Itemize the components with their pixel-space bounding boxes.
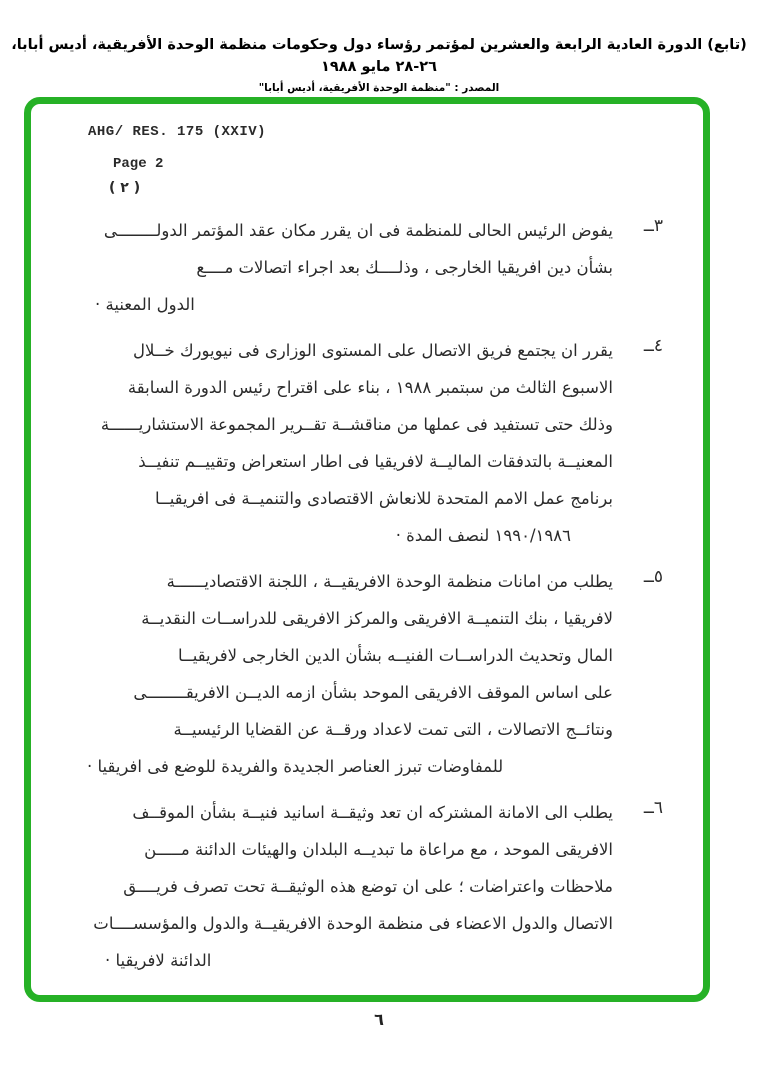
text-line: وذلك حتى تستفيد فى عملها من مناقشــة تقــرير المجموعة الاستشاريــــــة bbox=[100, 415, 613, 434]
document-frame bbox=[24, 97, 710, 1002]
page-header bbox=[8, 34, 750, 94]
text-line: ١٩٩٠/١٩٨٦ لنصف المدة · bbox=[395, 526, 571, 545]
text-line: الاتصال والدول الاعضاء فى منظمة الوحدة الافريقيــة والدول والمؤسســــات bbox=[93, 914, 613, 933]
paragraph-6-number: ٦ــ bbox=[643, 798, 663, 818]
paragraph-6-text bbox=[65, 794, 613, 979]
paragraph-5-number: ٥ــ bbox=[643, 567, 663, 587]
paragraph-3 bbox=[65, 212, 663, 323]
text-line: بشأن دين افريقيا الخارجى ، وذلــــك بعد اجراء اتصالات مــــع bbox=[196, 258, 613, 277]
text-line: المعنيــة بالتدفقات الماليــة لافريقيا فى اطار استعراض وتقييــم تنفيــذ bbox=[138, 452, 613, 471]
text-line: يفوض الرئيس الحالى للمنظمة فى ان يقرر مكان عقد المؤتمر الدولــــــــى bbox=[103, 221, 613, 240]
text-line: الاسبوع الثالث من سبتمبر ١٩٨٨ ، بناء على اقتراح رئيس الدورة السابقة bbox=[127, 378, 613, 397]
text-line: الدائنة لافريقيا · bbox=[105, 951, 212, 970]
paragraph-4 bbox=[65, 332, 663, 554]
text-line: يطلب من امانات منظمة الوحدة الافريقيــة ، اللجنة الاقتصاديــــــة bbox=[166, 572, 613, 591]
page-number-arabic: ( ٢ ) bbox=[109, 180, 141, 196]
paragraph-4-number: ٤ــ bbox=[643, 336, 663, 356]
text-line: برنامج عمل الامم المتحدة للانعاش الاقتصادى والتنميــة فى افريقيــا bbox=[155, 489, 613, 508]
paragraph-6 bbox=[65, 794, 663, 979]
footer-page-number: ٦ bbox=[374, 1010, 384, 1029]
text-line: للمفاوضات تبرز العناصر الجديدة والفريدة للوضع فى افريقيا · bbox=[87, 757, 504, 776]
paragraph-3-text bbox=[65, 212, 613, 323]
text-line: يقرر ان يجتمع فريق الاتصال على المستوى الوزارى فى نيويورك خــلال bbox=[133, 341, 613, 360]
paragraph-list bbox=[65, 212, 663, 988]
paragraph-5 bbox=[65, 563, 663, 785]
text-line: لافريقيا ، بنك التنميــة الافريقى والمركز الافريقى للدراســات النقديــة bbox=[141, 609, 613, 628]
paragraph-4-text bbox=[65, 332, 613, 554]
page-label: Page 2 bbox=[113, 156, 164, 172]
session-title: (تابع) الدورة العادية الرابعة والعشرين لمؤتمر رؤساء دول وحكومات منظمة الوحدة الأفريقية، أديس أبابا، ٢٦-٢٨ مايو ١٩٨٨ bbox=[11, 37, 747, 75]
text-line: المال وتحديث الدراســات الفنيــه بشأن الدين الخارجى لافريقيــا bbox=[178, 646, 613, 665]
text-line: على اساس الموقف الافريقى الموحد بشأن ازمه الديــن الافريقــــــــى bbox=[133, 683, 613, 702]
paragraph-5-text bbox=[65, 563, 613, 785]
text-line: ونتائــج الاتصالات ، التى تمت لاعداد ورقــة عن القضايا الرئيسيــة bbox=[173, 720, 613, 739]
text-line: ملاحظات واعتراضات ؛ على ان توضع هذه الوثيقــة تحت تصرف فريــــق bbox=[123, 877, 613, 896]
text-line: الافريقى الموحد ، مع مراعاة ما تبديــه البلدان والهيئات الدائنة مـــــن bbox=[144, 840, 613, 859]
text-line: يطلب الى الامانة المشتركه ان تعد وثيقــة اسانيد فنيــة بشأن الموقــف bbox=[132, 803, 613, 822]
paragraph-3-number: ٣ــ bbox=[643, 216, 663, 236]
source-line: المصدر : "منظمة الوحدة الأفريقية، أديس أبابا" bbox=[258, 82, 500, 94]
document-reference: AHG/ RES. 175 (XXIV) bbox=[88, 124, 267, 140]
text-line: الدول المعنية · bbox=[95, 295, 195, 314]
